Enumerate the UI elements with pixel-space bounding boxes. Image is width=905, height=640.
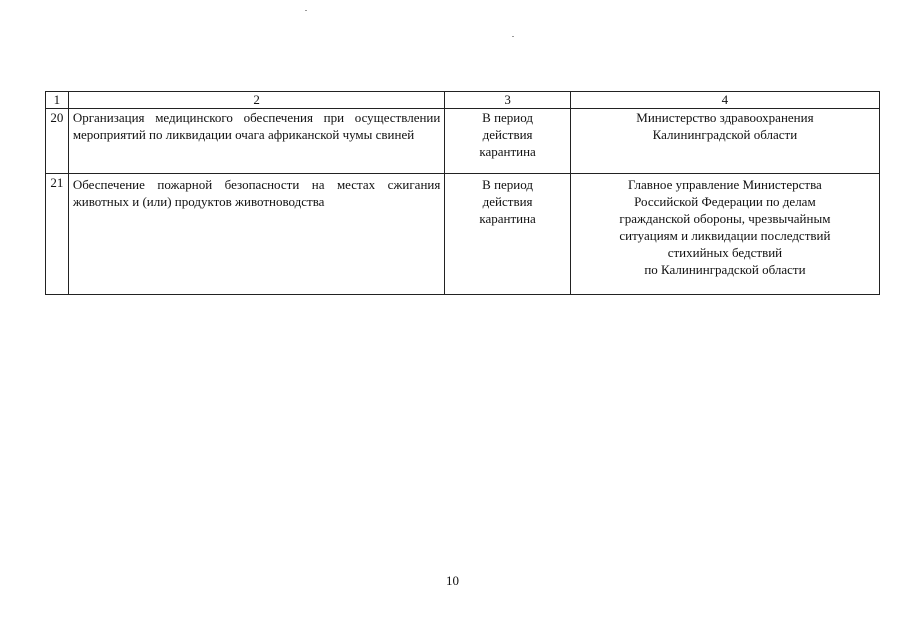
responsible-line: Российской Федерации по делам <box>634 194 816 209</box>
measure-text: Организация медицинского обеспечения при осуществлении мероприятий по ликвидации очага африканской чумы свиней <box>68 109 445 174</box>
measures-table <box>45 91 880 295</box>
table-row <box>46 174 880 295</box>
page-number: 10 <box>446 573 459 588</box>
column-header: 2 <box>68 92 445 109</box>
responsible-cell <box>570 174 879 295</box>
term-cell <box>445 109 571 174</box>
term-line: В период <box>482 110 534 125</box>
responsible-line: гражданской обороны, чрезвычайным <box>619 211 831 226</box>
table-row <box>46 109 880 174</box>
row-number: 20 <box>46 109 69 174</box>
term-cell <box>445 174 571 295</box>
responsible-line: стихийных бедствий <box>667 245 783 260</box>
term-line: В период <box>482 177 534 192</box>
responsible-line: Главное управление Министерства <box>628 177 822 192</box>
table-header-row <box>46 92 880 109</box>
responsible-line: Калининградской области <box>652 127 798 142</box>
column-header: 3 <box>445 92 571 109</box>
term-line: действия <box>482 194 533 209</box>
scan-speck <box>512 36 514 37</box>
row-number: 21 <box>46 174 69 295</box>
term-line: карантина <box>479 144 536 159</box>
column-header: 4 <box>570 92 879 109</box>
responsible-line: Министерство здравоохранения <box>636 110 814 125</box>
term-line: действия <box>482 127 533 142</box>
scan-speck <box>305 10 307 11</box>
term-line: карантина <box>479 211 536 226</box>
responsible-line: по Калининградской области <box>644 262 806 277</box>
column-header: 1 <box>46 92 69 109</box>
measure-text: Обеспечение пожарной безопасности на местах сжигания животных и (или) продуктов животноводства <box>68 174 445 295</box>
responsible-line: ситуациям и ликвидации последствий <box>619 228 831 243</box>
responsible-cell <box>570 109 879 174</box>
